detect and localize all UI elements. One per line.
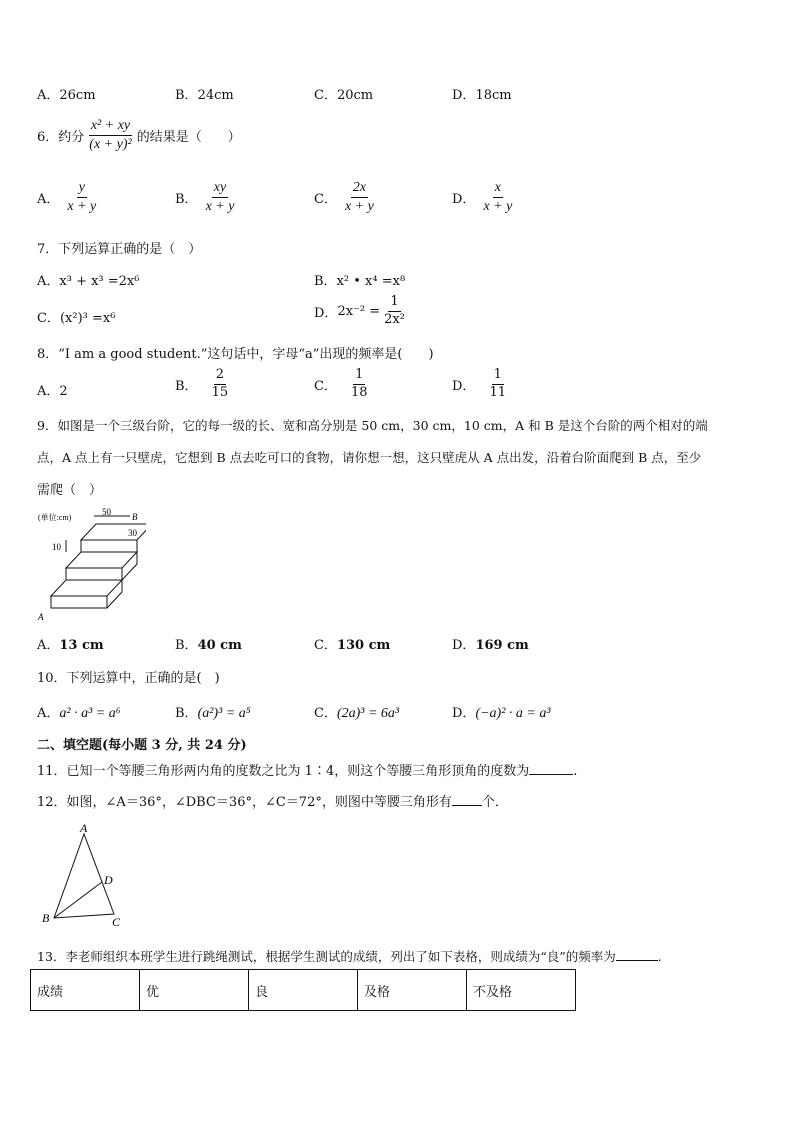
q10-option-b: B．(a²)³ = a⁵ [175, 706, 251, 721]
q11-answer-blank[interactable] [529, 774, 573, 775]
table-cell: 成绩 [31, 970, 140, 1011]
q8-stem: 8．“I am a good student.”这句话中，字母“a”出现的频率是( ) [37, 347, 434, 362]
q8-option-c: C． $\frac{1}{18}$ [314, 367, 368, 400]
q9-point-b: B [132, 512, 138, 522]
table-cell: 不及格 [467, 970, 576, 1011]
q10-stem: 10．下列运算中，正确的是( ) [37, 671, 220, 686]
q5-option-d: D．18cm [452, 88, 512, 103]
q7-option-a: A．x³ + x³ =2x⁶ [37, 274, 140, 289]
q7-stem: 7．下列运算正确的是（ ） [37, 242, 202, 257]
q12-point-d: D [104, 873, 113, 887]
q6-stem: 6． 约分 $\frac{\text{x² + xy}}{\text{(x + y)²}}$ 的结果是（ ） [37, 118, 241, 153]
q12-point-b: B [42, 911, 50, 925]
q6-option-b: B． $\frac{xy}{x + y}$ [175, 180, 235, 215]
q10-option-c: C．(2a)³ = 6a³ [314, 706, 400, 721]
q12-answer-blank[interactable] [452, 805, 482, 806]
q5-option-b: B．24cm [175, 88, 234, 103]
q9-line-1: 9．如图是一个三级台阶，它的每一级的长、宽和高分别是 50 cm，30 cm，10 cm，A 和 B 是这个台阶的两个相对的端 [37, 418, 708, 433]
q9-option-b: B．40 cm [175, 638, 242, 653]
q13: 13．李老师组织本班学生进行跳绳测试，根据学生测试的成绩，列出了如下表格，则成绩为“良”的频率为 . [37, 949, 662, 964]
table-cell: 优 [140, 970, 249, 1011]
q8-option-a: A．2 [37, 384, 68, 399]
q7-option-d: D． 2x⁻² = $\frac{1}{\text{2x²}}$ [314, 294, 405, 327]
q9-unit-label: (单位:cm) [38, 513, 72, 522]
table-row [31, 970, 576, 1011]
q9-point-a: A [38, 612, 44, 622]
q8-option-b: B． $\frac{2}{15}$ [175, 367, 229, 400]
q5-option-c: C．20cm [314, 88, 374, 103]
q9-option-c: C．130 cm [314, 638, 391, 653]
q9-line-2: 点，A 点上有一只壁虎，它想到 B 点去吃可口的食物，请你想一想，这只壁虎从 A 点出发，沿着台阶面爬到 B 点，至少 [37, 450, 702, 465]
q9-option-d: D．169 cm [452, 638, 529, 653]
q12-point-a: A [80, 821, 88, 835]
q9-length-label: 50 [102, 508, 111, 517]
q7-option-c: C．(x²)³ =x⁶ [37, 311, 116, 326]
q9-staircase-figure [36, 508, 146, 623]
q8-option-d: D． $\frac{1}{11}$ [452, 367, 506, 400]
q11: 11．已知一个等腰三角形两内角的度数之比为 1∶4，则这个等腰三角形顶角的度数为 . [37, 764, 578, 779]
q10-option-d: D．(−a)² · a = a³ [452, 706, 551, 721]
q6-option-c: C． $\frac{2x}{x + y}$ [314, 180, 374, 215]
q7-option-b: B．x² • x⁴ =x⁸ [314, 274, 406, 289]
q9-option-a: A．13 cm [37, 638, 104, 653]
q6-option-d: D． $\frac{x}{x + y}$ [452, 180, 513, 215]
table-cell: 及格 [358, 970, 467, 1011]
q12-triangle-figure [38, 820, 128, 930]
q12-point-c: C [112, 915, 121, 929]
q9-height-label: 10 [52, 542, 61, 552]
table-cell: 良 [249, 970, 358, 1011]
q5-option-a: A．26cm [37, 88, 96, 103]
q13-grade-table [30, 969, 576, 1011]
q6-option-a: A． $\frac{y}{x + y}$ [37, 180, 97, 215]
q10-option-a: A．a² · a³ = a⁶ [37, 706, 121, 721]
q9-width-label: 30 [128, 528, 137, 538]
q9-line-3: 需爬（ ） [37, 483, 103, 498]
q13-answer-blank[interactable] [616, 960, 658, 961]
q12: 12．如图，∠A＝36°，∠DBC＝36°，∠C＝72°，则图中等腰三角形有 个． [37, 795, 508, 810]
q6-expression: $\frac{\text{x² + xy}}{\text{(x + y)²}}$ [89, 118, 132, 153]
section-2-title: 二、填空题(每小题 3 分, 共 24 分) [37, 738, 247, 753]
